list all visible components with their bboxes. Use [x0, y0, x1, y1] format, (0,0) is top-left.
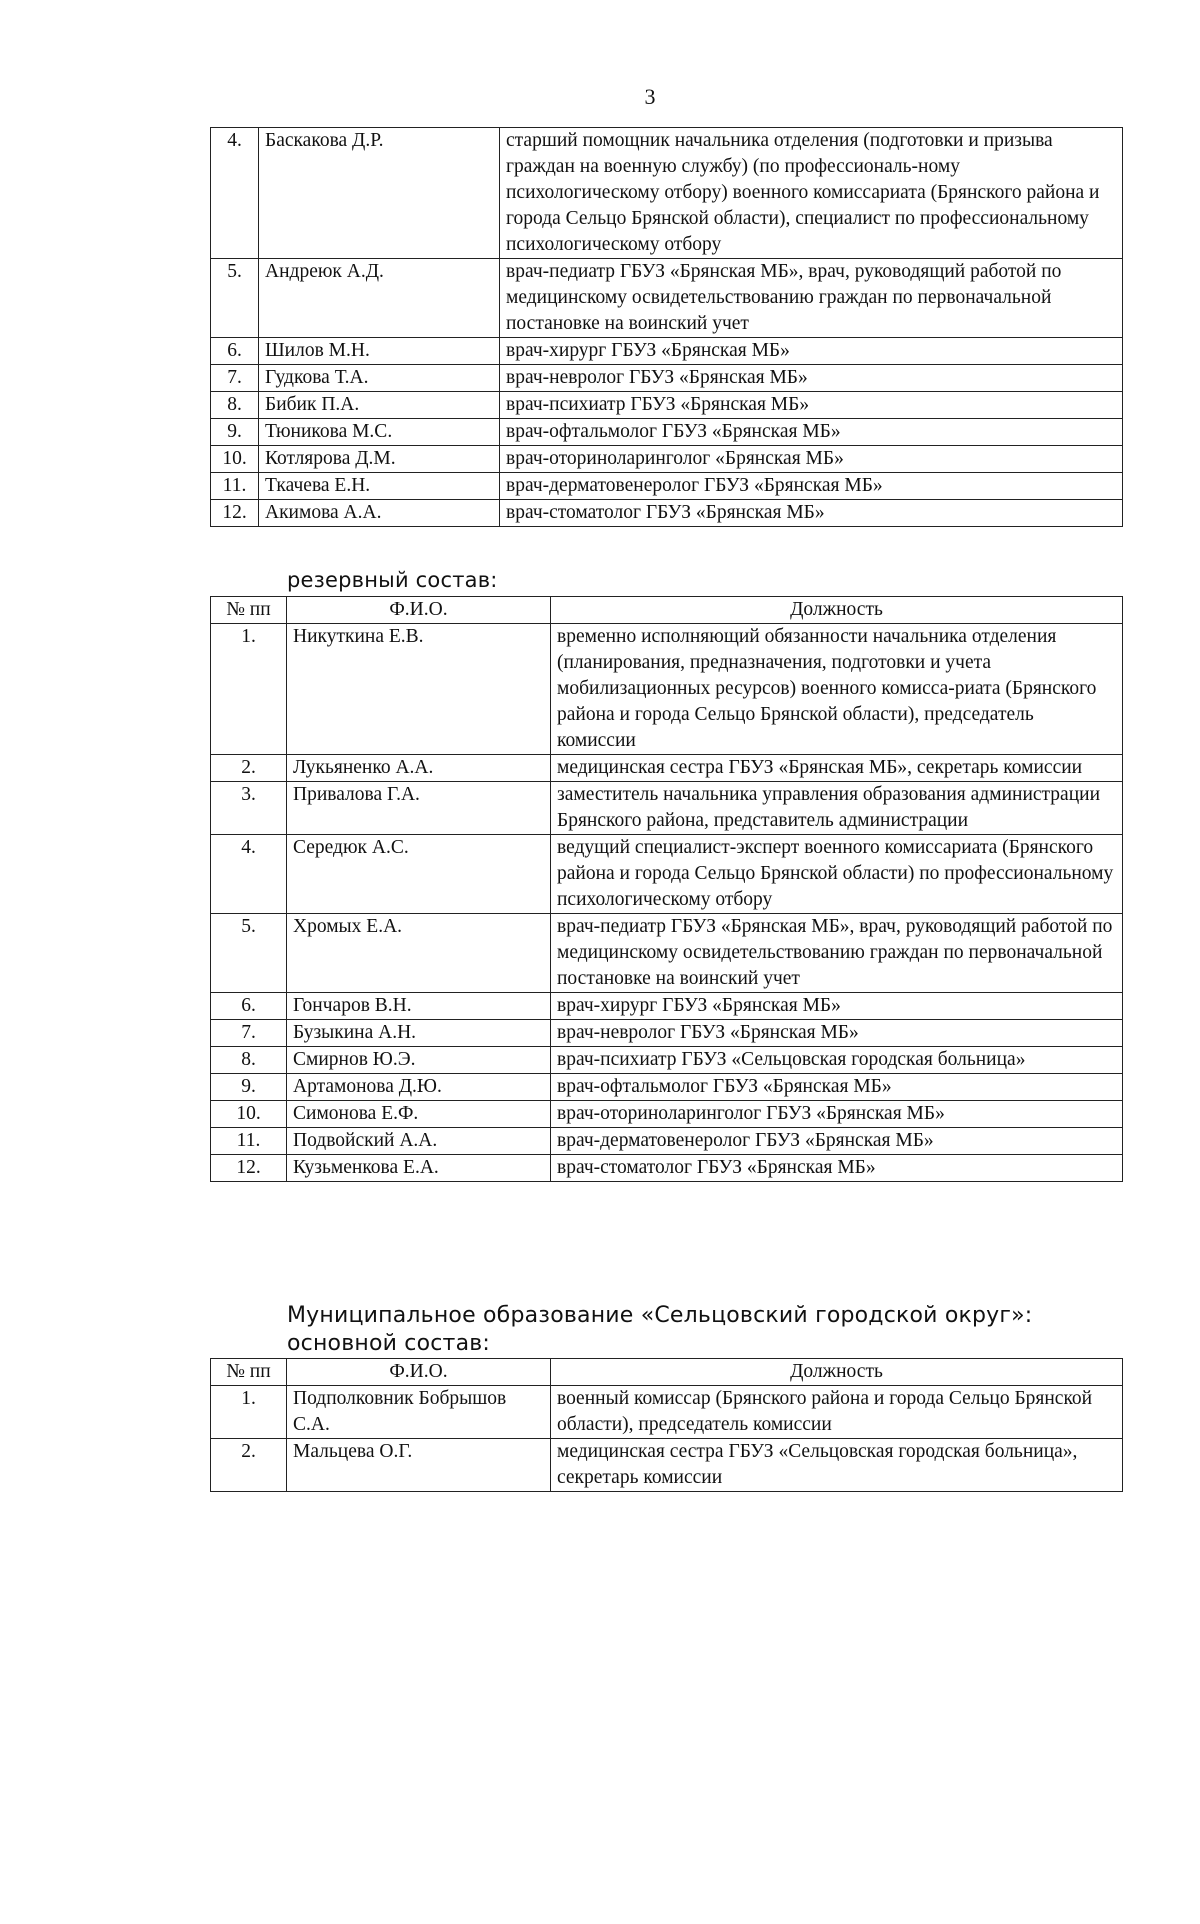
municipality-main-composition-table	[210, 1358, 1123, 1492]
row-number: 1.	[211, 1386, 287, 1439]
row-position: медицинская сестра ГБУЗ «Брянская МБ», секретарь комиссии	[551, 755, 1123, 782]
row-full-name: Шилов М.Н.	[259, 338, 500, 365]
row-full-name: Гудкова Т.А.	[259, 365, 500, 392]
row-number: 4.	[211, 835, 287, 914]
row-position: врач-офтальмолог ГБУЗ «Брянская МБ»	[500, 419, 1123, 446]
table-row	[211, 1101, 1123, 1128]
row-full-name: Кузьменкова Е.А.	[287, 1155, 551, 1182]
row-position: заместитель начальника управления образования администрации Брянского района, представитель администрации	[551, 782, 1123, 835]
table-row	[211, 365, 1123, 392]
municipality-main-composition-table-body	[211, 1386, 1123, 1492]
row-full-name: Лукьяненко А.А.	[287, 755, 551, 782]
table-row	[211, 993, 1123, 1020]
page-number: 3	[644, 84, 656, 109]
row-full-name: Бузыкина А.Н.	[287, 1020, 551, 1047]
municipality-title: Муниципальное образование «Сельцовский городской округ»:	[287, 1303, 1033, 1328]
table-header-row	[211, 597, 1123, 624]
row-number: 6.	[211, 338, 259, 365]
row-full-name: Середюк А.С.	[287, 835, 551, 914]
table-row	[211, 1020, 1123, 1047]
row-position: врач-педиатр ГБУЗ «Брянская МБ», врач, руководящий работой по медицинскому освидетельствованию граждан по первоначальной постановке на воинский учет	[500, 259, 1123, 338]
row-full-name: Никуткина Е.В.	[287, 624, 551, 755]
row-position: врач-психиатр ГБУЗ «Сельцовская городская больница»	[551, 1047, 1123, 1074]
row-full-name: Привалова Г.А.	[287, 782, 551, 835]
table-row	[211, 500, 1123, 527]
row-full-name: Гончаров В.Н.	[287, 993, 551, 1020]
row-full-name: Баскакова Д.Р.	[259, 128, 500, 259]
header-full-name: Ф.И.О.	[287, 1359, 551, 1386]
row-number: 4.	[211, 128, 259, 259]
row-full-name: Симонова Е.Ф.	[287, 1101, 551, 1128]
row-number: 12.	[211, 500, 259, 527]
row-full-name: Артамонова Д.Ю.	[287, 1074, 551, 1101]
table-row	[211, 1047, 1123, 1074]
table-row	[211, 128, 1123, 259]
table-row	[211, 1386, 1123, 1439]
row-full-name: Подполковник Бобрышов С.А.	[287, 1386, 551, 1439]
table-row	[211, 1155, 1123, 1182]
main-composition-table-continued	[210, 127, 1123, 527]
row-position: врач-педиатр ГБУЗ «Брянская МБ», врач, руководящий работой по медицинскому освидетельствованию граждан по первоначальной постановке на воинский учет	[551, 914, 1123, 993]
reserve-composition-table	[210, 596, 1123, 1182]
row-full-name: Тюникова М.С.	[259, 419, 500, 446]
table-row	[211, 755, 1123, 782]
table-row	[211, 835, 1123, 914]
row-number: 7.	[211, 365, 259, 392]
row-position: военный комиссар (Брянского района и города Сельцо Брянской области), председатель комиссии	[551, 1386, 1123, 1439]
main-composition-table-body	[211, 128, 1123, 527]
reserve-composition-label: резервный состав:	[287, 568, 498, 592]
table-row	[211, 446, 1123, 473]
row-number: 8.	[211, 392, 259, 419]
row-position: врач-невролог ГБУЗ «Брянская МБ»	[500, 365, 1123, 392]
row-full-name: Хромых Е.А.	[287, 914, 551, 993]
row-number: 11.	[211, 1128, 287, 1155]
row-position: ведущий специалист-эксперт военного комиссариата (Брянского района и города Сельцо Брянской области) по профессиональному психологическому отбору	[551, 835, 1123, 914]
row-number: 1.	[211, 624, 287, 755]
row-number: 6.	[211, 993, 287, 1020]
row-number: 12.	[211, 1155, 287, 1182]
row-number: 2.	[211, 755, 287, 782]
row-number: 3.	[211, 782, 287, 835]
header-position: Должность	[551, 597, 1123, 624]
row-number: 9.	[211, 419, 259, 446]
row-position: медицинская сестра ГБУЗ «Сельцовская городская больница», секретарь комиссии	[551, 1439, 1123, 1492]
row-number: 10.	[211, 446, 259, 473]
main-composition-label: основной состав:	[287, 1331, 491, 1356]
row-position: временно исполняющий обязанности начальника отделения (планирования, предназначения, подготовки и учета мобилизационных ресурсов) военного комисса-риата (Брянского района и города Сельцо Брянской области), председатель комиссии	[551, 624, 1123, 755]
header-number: № пп	[211, 597, 287, 624]
row-position: врач-стоматолог ГБУЗ «Брянская МБ»	[551, 1155, 1123, 1182]
row-full-name: Акимова А.А.	[259, 500, 500, 527]
row-full-name: Андреюк А.Д.	[259, 259, 500, 338]
row-position: старший помощник начальника отделения (подготовки и призыва граждан на военную службу) (по профессиональ-ному психологическому отбору) военного комиссариата (Брянского района и города Сельцо Брянской области), специалист по профессиональному психологическому отбору	[500, 128, 1123, 259]
reserve-composition-table-body	[211, 624, 1123, 1182]
row-number: 7.	[211, 1020, 287, 1047]
row-number: 5.	[211, 914, 287, 993]
row-number: 10.	[211, 1101, 287, 1128]
table-row	[211, 259, 1123, 338]
row-number: 2.	[211, 1439, 287, 1492]
row-full-name: Мальцева О.Г.	[287, 1439, 551, 1492]
row-position: врач-стоматолог ГБУЗ «Брянская МБ»	[500, 500, 1123, 527]
table-row	[211, 1074, 1123, 1101]
table-row	[211, 392, 1123, 419]
row-full-name: Смирнов Ю.Э.	[287, 1047, 551, 1074]
header-full-name: Ф.И.О.	[287, 597, 551, 624]
table-row	[211, 624, 1123, 755]
row-position: врач-хирург ГБУЗ «Брянская МБ»	[551, 993, 1123, 1020]
row-number: 5.	[211, 259, 259, 338]
header-position: Должность	[551, 1359, 1123, 1386]
row-position: врач-хирург ГБУЗ «Брянская МБ»	[500, 338, 1123, 365]
table-row	[211, 473, 1123, 500]
row-position: врач-дерматовенеролог ГБУЗ «Брянская МБ»	[551, 1128, 1123, 1155]
row-position: врач-оториноларинголог ГБУЗ «Брянская МБ»	[551, 1101, 1123, 1128]
row-number: 9.	[211, 1074, 287, 1101]
row-full-name: Ткачева Е.Н.	[259, 473, 500, 500]
table-row	[211, 914, 1123, 993]
row-number: 11.	[211, 473, 259, 500]
row-position: врач-офтальмолог ГБУЗ «Брянская МБ»	[551, 1074, 1123, 1101]
row-full-name: Бибик П.А.	[259, 392, 500, 419]
row-position: врач-психиатр ГБУЗ «Брянская МБ»	[500, 392, 1123, 419]
table-row	[211, 1128, 1123, 1155]
row-full-name: Подвойский А.А.	[287, 1128, 551, 1155]
row-position: врач-оториноларинголог «Брянская МБ»	[500, 446, 1123, 473]
row-number: 8.	[211, 1047, 287, 1074]
table-row	[211, 419, 1123, 446]
row-position: врач-невролог ГБУЗ «Брянская МБ»	[551, 1020, 1123, 1047]
table-header-row	[211, 1359, 1123, 1386]
table-row	[211, 338, 1123, 365]
row-position: врач-дерматовенеролог ГБУЗ «Брянская МБ»	[500, 473, 1123, 500]
table-row	[211, 782, 1123, 835]
header-number: № пп	[211, 1359, 287, 1386]
row-full-name: Котлярова Д.М.	[259, 446, 500, 473]
table-row	[211, 1439, 1123, 1492]
